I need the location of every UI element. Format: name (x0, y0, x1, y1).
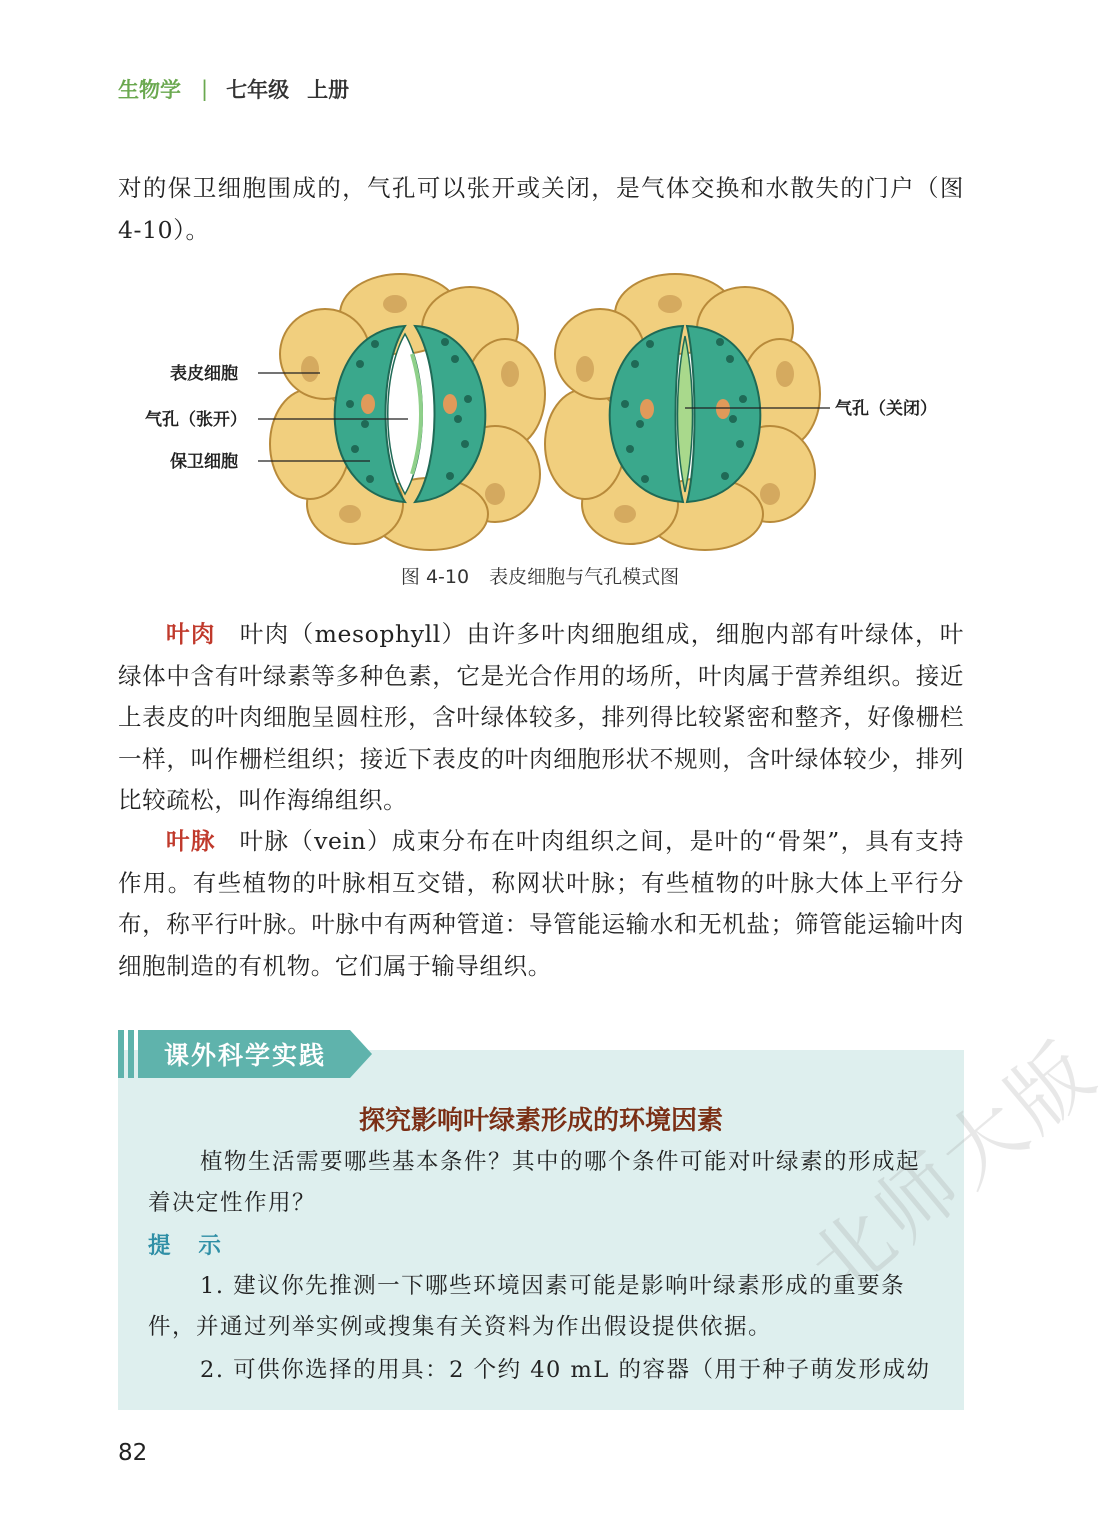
practice-question: 植物生活需要哪些基本条件？其中的哪个条件可能对叶绿素的形成起着决定性作用？ (148, 1149, 921, 1216)
bar-stripe (118, 1030, 124, 1078)
page-number: 82 (118, 1440, 148, 1466)
practice-box-title: 探究影响叶绿素形成的环境因素 (358, 1106, 723, 1136)
header-separator: | (201, 77, 209, 101)
hint-item-2: 2. 可供你选择的用具：2 个约 40 mL 的容器（用于种子萌发形成幼 (200, 1357, 931, 1383)
stoma-figure (130, 278, 960, 550)
mesophyll-paragraph (118, 614, 964, 822)
mesophyll-term: 叶肉 (166, 620, 216, 648)
figure-caption-text: 表皮细胞与气孔模式图 (489, 566, 680, 588)
stoma-illustration (130, 278, 960, 550)
header-volume: 上册 (307, 78, 350, 102)
closed-stoma-diagram (545, 274, 820, 550)
label-stoma-open: 气孔（张开） (145, 410, 247, 430)
watermark: 北师大版 (791, 1022, 1115, 1316)
open-stoma-diagram (270, 274, 545, 550)
vein-paragraph (118, 821, 964, 987)
hint-heading: 提 示 (148, 1233, 231, 1259)
label-stoma-closed: 气孔（关闭） (835, 399, 937, 419)
vein-text: 叶脉（vein）成束分布在叶肉组织之间，是叶的“骨架”，具有支持作用。有些植物的叶脉相互交错，称网状叶脉；有些植物的叶脉大体上平行分布，称平行叶脉。叶脉中有两种管道：导管能运输水和无机盐；筛管能运输叶肉细胞制造的有机物。它们属于输导组织。 (118, 827, 965, 980)
mesophyll-text: 叶肉（mesophyll）由许多叶肉细胞组成，细胞内部有叶绿体，叶绿体中含有叶绿素等多种色素，它是光合作用的场所，叶肉属于营养组织。接近上表皮的叶肉细胞呈圆柱形，含叶绿体较多，排列得比较紧密和整齐，好像栅栏一样，叫作栅栏组织；接近下表皮的叶肉细胞形状不规则，含叶绿体较少，排列比较疏松，叫作海绵组织。 (118, 620, 964, 814)
page-header (118, 74, 349, 104)
hint-item-1: 1. 建议你先推测一下哪些环境因素可能是影响叶绿素形成的重要条件，并通过列举实例或搜集有关资料为作出假设提供依据。 (148, 1273, 906, 1340)
figure-caption (0, 562, 1080, 589)
label-guard-cell: 保卫细胞 (170, 452, 238, 472)
intro-paragraph: 对的保卫细胞围成的，气孔可以张开或关闭，是气体交换和水散失的门户（图 4-10）。 (118, 174, 964, 244)
practice-box-label: 课外科学实践 (138, 1030, 350, 1078)
bar-arrow-tip (350, 1030, 372, 1078)
header-subject: 生物学 (118, 78, 181, 102)
figure-caption-number: 图 4-10 (400, 566, 470, 588)
bar-stripe (128, 1030, 134, 1078)
practice-box-header (118, 1030, 372, 1078)
label-epidermal-cell: 表皮细胞 (170, 364, 238, 384)
vein-term: 叶脉 (166, 827, 216, 855)
header-grade: 七年级 (226, 78, 290, 102)
